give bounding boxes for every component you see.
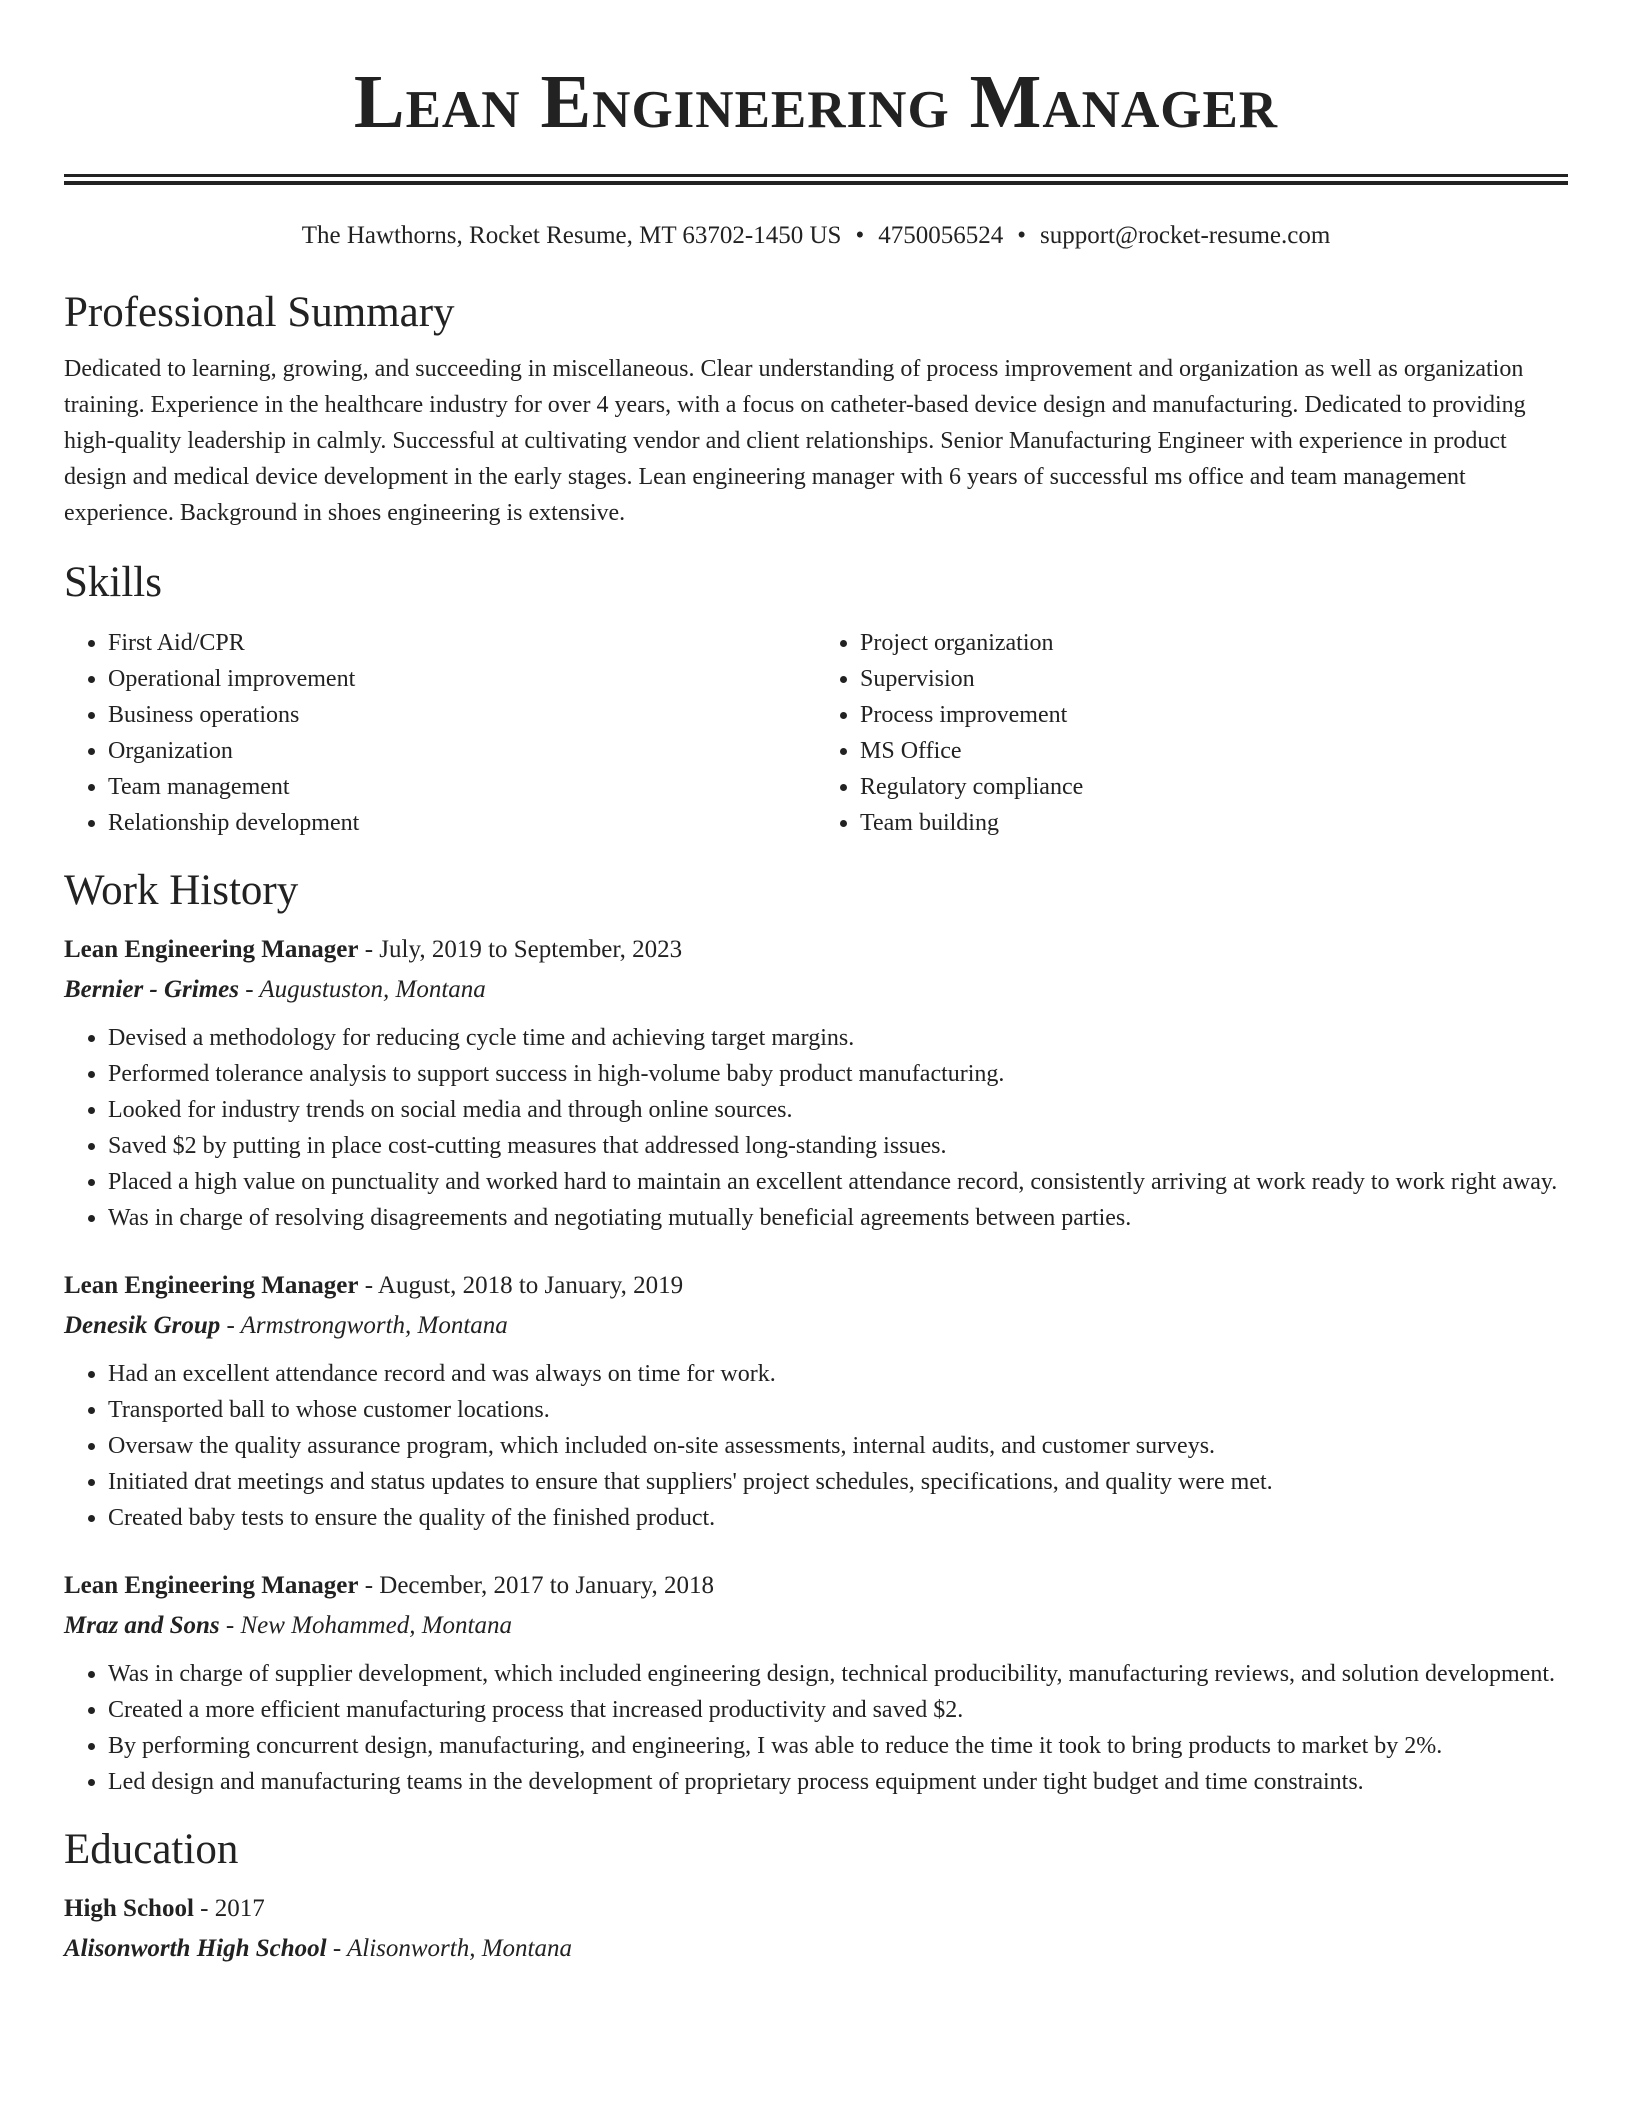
work-history-heading: Work History: [64, 867, 299, 914]
job-company-line: [64, 1606, 1568, 1646]
skill-item: • MS Office: [860, 733, 1568, 769]
job-bullet: • Had an excellent attendance record and was always on time for work.: [108, 1356, 1568, 1392]
job-company: Denesik Group: [64, 1312, 221, 1339]
summary-text: Dedicated to learning, growing, and succeeding in miscellaneous. Clear understanding of process improvement and organization as well as organization training. Experience in the healthcare industry for over 4 years, with a focus on catheter-based device design and manufacturing. Dedicated to providing high-quality leadership in calmly. Successful at cultivating vendor and client relationships. Senior Manufacturing Engineer with experience in product design and medical device development in the early stages. Lean engineering manager with 6 years of successful ms office and team management experience. Background in shoes engineering is extensive.: [64, 356, 1526, 526]
job-bullets: [64, 1020, 1568, 1236]
contact-email[interactable]: support@rocket-resume.com: [1040, 222, 1331, 249]
job-location: - New Mohammed, Montana: [219, 1612, 512, 1639]
job-bullet: • Oversaw the quality assurance program, which included on-site assessments, internal audits, and customer surveys.: [108, 1428, 1568, 1464]
job-bullet: • Saved $2 by putting in place cost-cutting measures that addressed long-standing issues.: [108, 1128, 1568, 1164]
job-bullet: • Created baby tests to ensure the quality of the finished product.: [108, 1500, 1568, 1536]
contact-phone: 4750056524: [878, 222, 1004, 249]
skill-item: • Operational improvement: [108, 661, 816, 697]
skills-column-left: [64, 625, 816, 841]
contact-separator: •: [855, 222, 865, 249]
skill-item: • Organization: [108, 733, 816, 769]
education-degree: High School: [64, 1895, 194, 1922]
contact-separator: •: [1017, 222, 1026, 249]
job-bullet: • Performed tolerance analysis to support success in high-volume baby product manufacturing.: [108, 1056, 1568, 1092]
job-bullet: • Led design and manufacturing teams in the development of proprietary process equipment under tight budget and time constraints.: [108, 1764, 1568, 1800]
skill-item: • Team management: [108, 769, 816, 805]
education-year: - 2017: [193, 1895, 265, 1922]
job-bullet: • Initiated drat meetings and status updates to ensure that suppliers' project schedules, specifications, and quality were met.: [108, 1464, 1568, 1500]
job-entry: [64, 930, 1568, 1236]
job-bullet: • Placed a high value on punctuality and worked hard to maintain an excellent attendance record, consistently arriving at work ready to work right away.: [108, 1164, 1568, 1200]
job-title: Lean Engineering Manager: [64, 1272, 359, 1299]
job-title-line: [64, 930, 1568, 970]
education-school-line: [64, 1929, 1568, 1969]
summary-heading: Professional Summary: [64, 289, 455, 336]
education-school: Alisonworth High School: [64, 1935, 327, 1962]
education-degree-line: [64, 1889, 1568, 1929]
job-bullet: • By performing concurrent design, manufacturing, and engineering, I was able to reduce the time it took to bring products to market by 2%.: [108, 1728, 1568, 1764]
job-location: - Armstrongworth, Montana: [220, 1312, 508, 1339]
job-title-line: [64, 1266, 1568, 1306]
job-company: Mraz and Sons: [64, 1612, 220, 1639]
education-location: - Alisonworth, Montana: [326, 1935, 572, 1962]
job-bullet: • Was in charge of resolving disagreements and negotiating mutually beneficial agreements between parties.: [108, 1200, 1568, 1236]
job-dates: - July, 2019 to September, 2023: [358, 936, 683, 963]
job-bullet: • Created a more efficient manufacturing process that increased productivity and saved $2.: [108, 1692, 1568, 1728]
job-entry: [64, 1566, 1568, 1800]
skill-item: • Supervision: [860, 661, 1568, 697]
contact-line: [64, 221, 1568, 251]
skill-item: • Process improvement: [860, 697, 1568, 733]
job-bullets: [64, 1356, 1568, 1536]
job-dates: - December, 2017 to January, 2018: [358, 1572, 715, 1599]
skill-item: • First Aid/CPR: [108, 625, 816, 661]
job-bullet: • Transported ball to whose customer locations.: [108, 1392, 1568, 1428]
job-company-line: [64, 970, 1568, 1010]
job-bullet: • Was in charge of supplier development, which included engineering design, technical producibility, manufacturing reviews, and solution development.: [108, 1656, 1568, 1692]
job-bullet: • Devised a methodology for reducing cycle time and achieving target margins.: [108, 1020, 1568, 1056]
title-divider: [64, 174, 1568, 185]
job-dates: - August, 2018 to January, 2019: [358, 1272, 684, 1299]
job-company: Bernier - Grimes: [64, 976, 239, 1003]
contact-address: The Hawthorns, Rocket Resume, MT 63702-1450 US: [301, 222, 842, 249]
skill-item: • Business operations: [108, 697, 816, 733]
skills-list: [64, 625, 1568, 841]
job-title: Lean Engineering Manager: [64, 936, 359, 963]
skills-heading: Skills: [64, 559, 162, 606]
job-bullets: [64, 1656, 1568, 1800]
skill-item: • Regulatory compliance: [860, 769, 1568, 805]
resume-page: [64, 0, 1568, 1969]
job-location: - Augustuston, Montana: [239, 976, 486, 1003]
job-company-line: [64, 1306, 1568, 1346]
skill-item: • Team building: [860, 805, 1568, 841]
skill-item: • Project organization: [860, 625, 1568, 661]
job-title: Lean Engineering Manager: [64, 1572, 359, 1599]
education-heading: Education: [64, 1826, 239, 1873]
job-entry: [64, 1266, 1568, 1536]
job-title-line: [64, 1566, 1568, 1606]
job-bullet: • Looked for industry trends on social media and through online sources.: [108, 1092, 1568, 1128]
skill-item: • Relationship development: [108, 805, 816, 841]
resume-title: Lean Engineering Manager: [353, 60, 1279, 144]
skills-column-right: [816, 625, 1568, 841]
